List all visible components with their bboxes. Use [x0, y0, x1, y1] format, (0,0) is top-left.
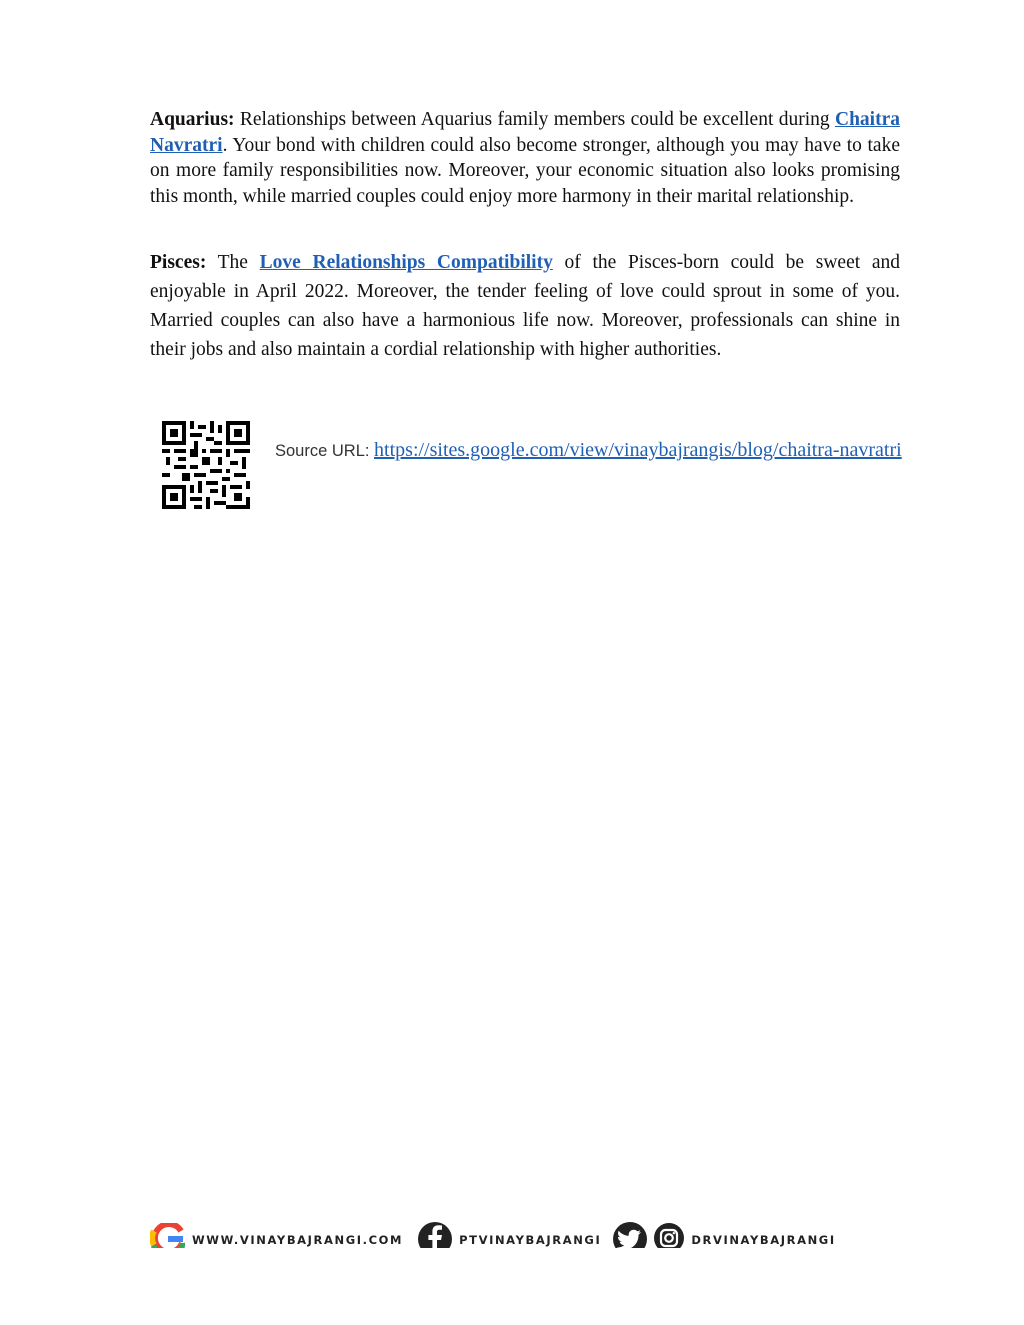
aquarius-paragraph	[150, 107, 900, 209]
pisces-paragraph	[150, 248, 900, 364]
footer-website-text: WWW.VINAYBAJRANGI.COM	[192, 1233, 404, 1247]
footer-social[interactable]	[611, 1220, 835, 1248]
footer-social-text: DRVINAYBAJRANGI	[691, 1233, 836, 1247]
footer-facebook[interactable]	[417, 1220, 601, 1248]
source-label: Source URL:	[275, 442, 375, 460]
instagram-icon	[653, 1222, 685, 1248]
facebook-icon	[417, 1221, 453, 1248]
google-icon	[150, 1223, 186, 1248]
love-relationships-compatibility-link[interactable]: Love Relationships Compatibility	[259, 252, 553, 273]
aquarius-label: Aquarius:	[150, 109, 235, 130]
footer-bar	[150, 1218, 860, 1248]
pisces-label: Pisces:	[150, 252, 207, 273]
source-url-link[interactable]: https://sites.google.com/view/vinaybajrangis/blog/chaitra-navratri	[374, 439, 902, 461]
aquarius-text-before: Relationships between Aquarius family members could be excellent during	[234, 109, 835, 130]
footer-website[interactable]	[150, 1220, 403, 1248]
twitter-icon	[611, 1221, 649, 1248]
pisces-text-after: of the Pisces-born could be sweet and enjoyable in April 2022. Moreover, the tender feeling of love could sprout in some of you. Married couples can also have a harmonious life now. Moreover, professionals can shine in their jobs and also maintain a cordial relationship with higher authorities.	[150, 252, 900, 360]
chaitra-navratri-link[interactable]: Chaitra Navratri	[150, 109, 900, 156]
footer-facebook-text: PTVINAYBAJRANGI	[459, 1233, 602, 1247]
pisces-text-before: The	[206, 252, 260, 273]
qr-code-icon	[162, 421, 250, 509]
source-line	[275, 436, 905, 466]
aquarius-text-after: . Your bond with children could also become stronger, although you may have to take on more family responsibilities now. Moreover, your economic situation also looks promising this month, while married couples could enjoy more harmony in their marital relationship.	[150, 134, 900, 207]
